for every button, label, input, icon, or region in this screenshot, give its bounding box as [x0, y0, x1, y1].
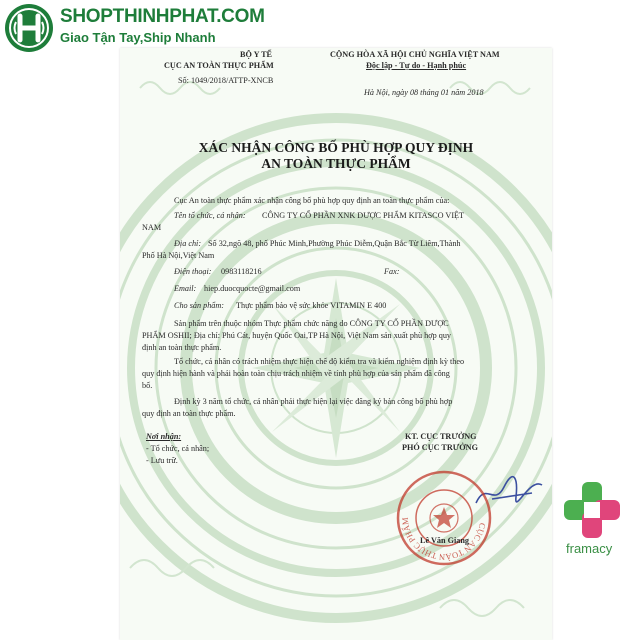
intro-text: Cục An toàn thực phẩm xác nhận công bố phù hợp quy định an toàn thực phẩm của:	[174, 196, 450, 205]
address-value-cont: Phố Hà Nội,Việt Nam	[142, 251, 215, 260]
framacy-cross-icon	[562, 480, 622, 540]
org-value: CÔNG TY CỔ PHẦN XNK DƯỢC PHẨM KITASCO VIỆT	[262, 211, 465, 220]
org-value-cont: NAM	[142, 223, 162, 232]
phone-value: 0983118216	[221, 267, 262, 276]
nation-name: CỘNG HÒA XÃ HỘI CHỦ NGHĨA VIỆT NAM	[330, 50, 500, 59]
shop-tagline: Giao Tận Tay,Ship Nhanh	[60, 30, 216, 45]
recipient-item: - Lưu trữ.	[146, 456, 178, 465]
paragraph-2-line-1: Tổ chức, cá nhân có trách nhiệm thực hiện chế độ kiểm tra và kiểm nghiệm định kỳ theo	[174, 357, 465, 366]
seal-text: CỤC AN TOÀN THỰC PHẨM	[399, 517, 488, 563]
org-label: Tên tổ chức, cá nhân:	[174, 211, 246, 220]
signer-title-2: PHÓ CỤC TRƯỞNG	[402, 443, 478, 452]
paragraph-1-line-3: định an toàn thực phẩm.	[142, 343, 222, 352]
department-name: CỤC AN TOÀN THỰC PHẨM	[164, 61, 274, 70]
paragraph-3-line-2: quy định an toàn thực phẩm.	[142, 409, 236, 418]
phone-label: Điện thoại:	[174, 267, 212, 276]
signer-title-1: KT. CỤC TRƯỞNG	[405, 432, 477, 441]
email-value: hiep.duocquocte@gmail.com	[204, 284, 301, 293]
paragraph-1-line-2: PHẨM OSHII; Địa chỉ: Phú Cát, huyện Quốc Oai,TP Hà Nội, Việt Nam sản xuất phù hợp quy	[142, 331, 452, 340]
paragraph-2-line-3: bố.	[142, 381, 153, 390]
recipients-label: Nơi nhận:	[146, 432, 182, 441]
product-value: Thực phẩm bảo vệ sức khỏe VITAMIN E 400	[236, 301, 387, 310]
fax-label: Fax:	[384, 267, 400, 276]
paragraph-3-line-1: Định kỳ 3 năm tổ chức, cá nhân phải thực hiện lại việc đăng ký bản công bố phù hợp	[174, 397, 453, 406]
national-motto: Độc lập - Tự do - Hạnh phúc	[366, 61, 467, 70]
place-date: Hà Nội, ngày 08 tháng 01 năm 2018	[364, 88, 484, 97]
signer-name: Lê Văn Giang	[420, 536, 469, 545]
certificate-title-line-1: XÁC NHẬN CÔNG BỐ PHÙ HỢP QUY ĐỊNH	[198, 140, 474, 155]
shop-name: SHOPTHINHPHAT.COM	[60, 6, 265, 27]
certificate-title-line-2: AN TOÀN THỰC PHẨM	[261, 156, 411, 171]
ministry-name: BỘ Y TẾ	[240, 50, 273, 59]
recipient-item: - Tổ chức, cá nhân;	[146, 444, 210, 453]
product-label: Cho sản phẩm:	[174, 301, 225, 310]
email-label: Email:	[174, 284, 197, 293]
paragraph-2-line-2: quy định hiện hành và phải hoàn toàn chịu trách nhiệm về tính phù hợp của sản phẩm đã công	[142, 369, 450, 378]
framacy-brand: framacy	[566, 541, 613, 556]
document-number: Số: 1049/2018/ATTP-XNCB	[178, 76, 274, 85]
paragraph-1-line-1: Sản phẩm trên thuộc nhóm Thực phẩm chức năng do CÔNG TY CỔ PHẦN DƯỢC	[174, 319, 449, 328]
certificate-document	[120, 48, 552, 640]
address-value: Số 32,ngõ 48, phố Phúc Minh,Phường Phúc Diễm,Quận Bắc Từ Liêm,Thành	[208, 239, 461, 248]
shop-h-logo-icon	[3, 2, 55, 54]
official-seal-icon	[394, 468, 494, 568]
address-label: Địa chỉ:	[174, 239, 202, 248]
